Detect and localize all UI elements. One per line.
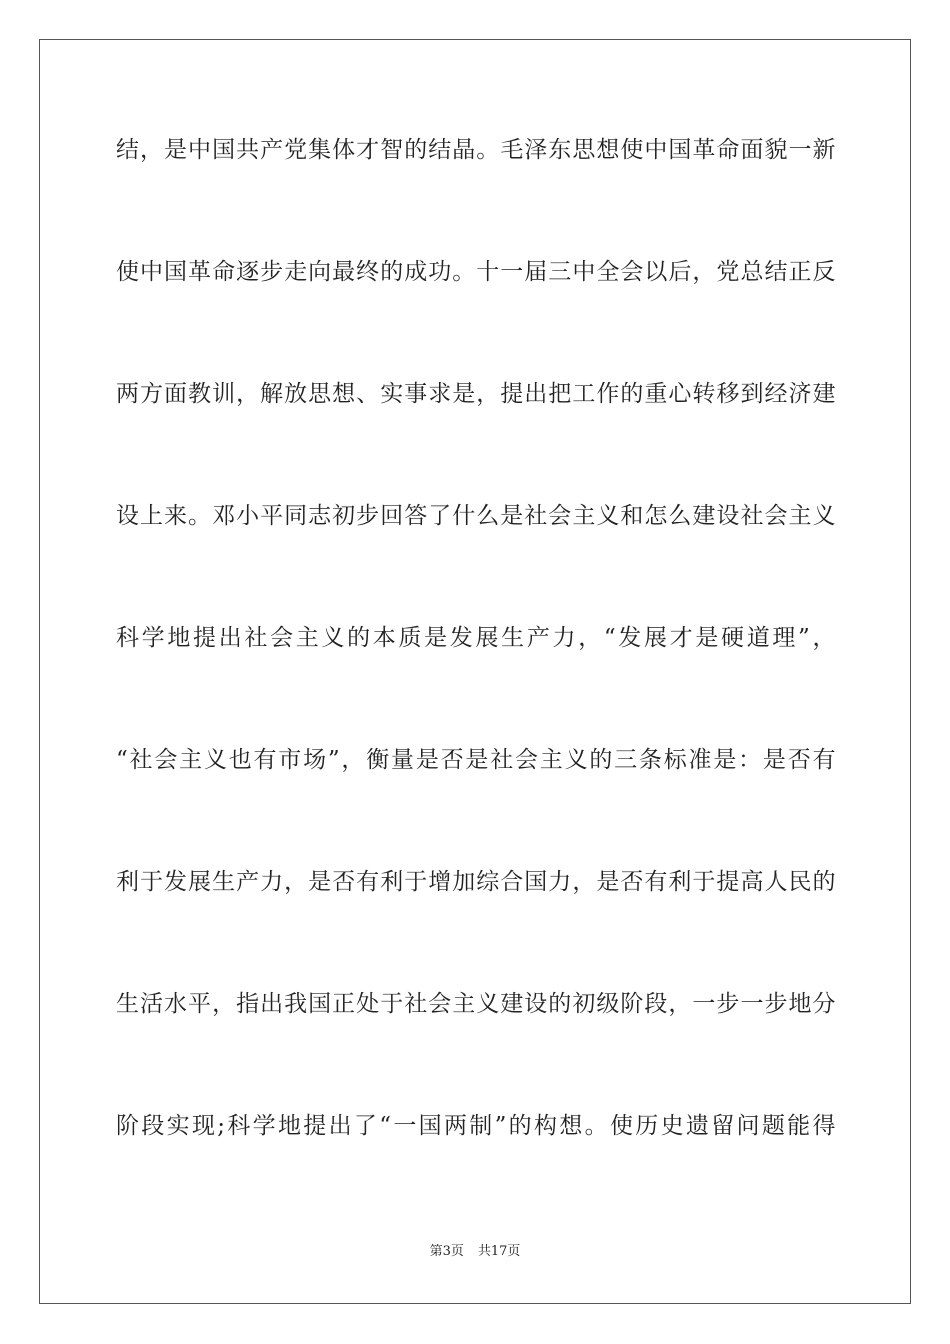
text-line: 科学地提出社会主义的本质是发展生产力，“发展才是硬道理”， (116, 625, 836, 651)
text-line: 使中国革命逐步走向最终的成功。十一届三中全会以后，党总结正反 (116, 259, 836, 285)
text-line: 两方面教训，解放思想、实事求是，提出把工作的重心转移到经济建 (116, 381, 836, 407)
page-number: 第3页 (429, 1244, 464, 1259)
text-line: 生活水平，指出我国正处于社会主义建设的初级阶段，一步一步地分 (116, 991, 836, 1017)
text-line: “社会主义也有市场”，衡量是否是社会主义的三条标准是：是否有 (116, 747, 836, 773)
page-footer (0, 1240, 950, 1259)
total-pages: 共17页 (477, 1244, 521, 1259)
text-line: 结，是中国共产党集体才智的结晶。毛泽东思想使中国革命面貌一新 (116, 137, 836, 163)
text-line: 利于发展生产力，是否有利于增加综合国力，是否有利于提高人民的 (116, 869, 836, 895)
text-line: 设上来。邓小平同志初步回答了什么是社会主义和怎么建设社会主义 (116, 503, 836, 529)
text-line: 阶段实现;科学地提出了“一国两制”的构想。使历史遗留问题能得 (116, 1113, 836, 1139)
